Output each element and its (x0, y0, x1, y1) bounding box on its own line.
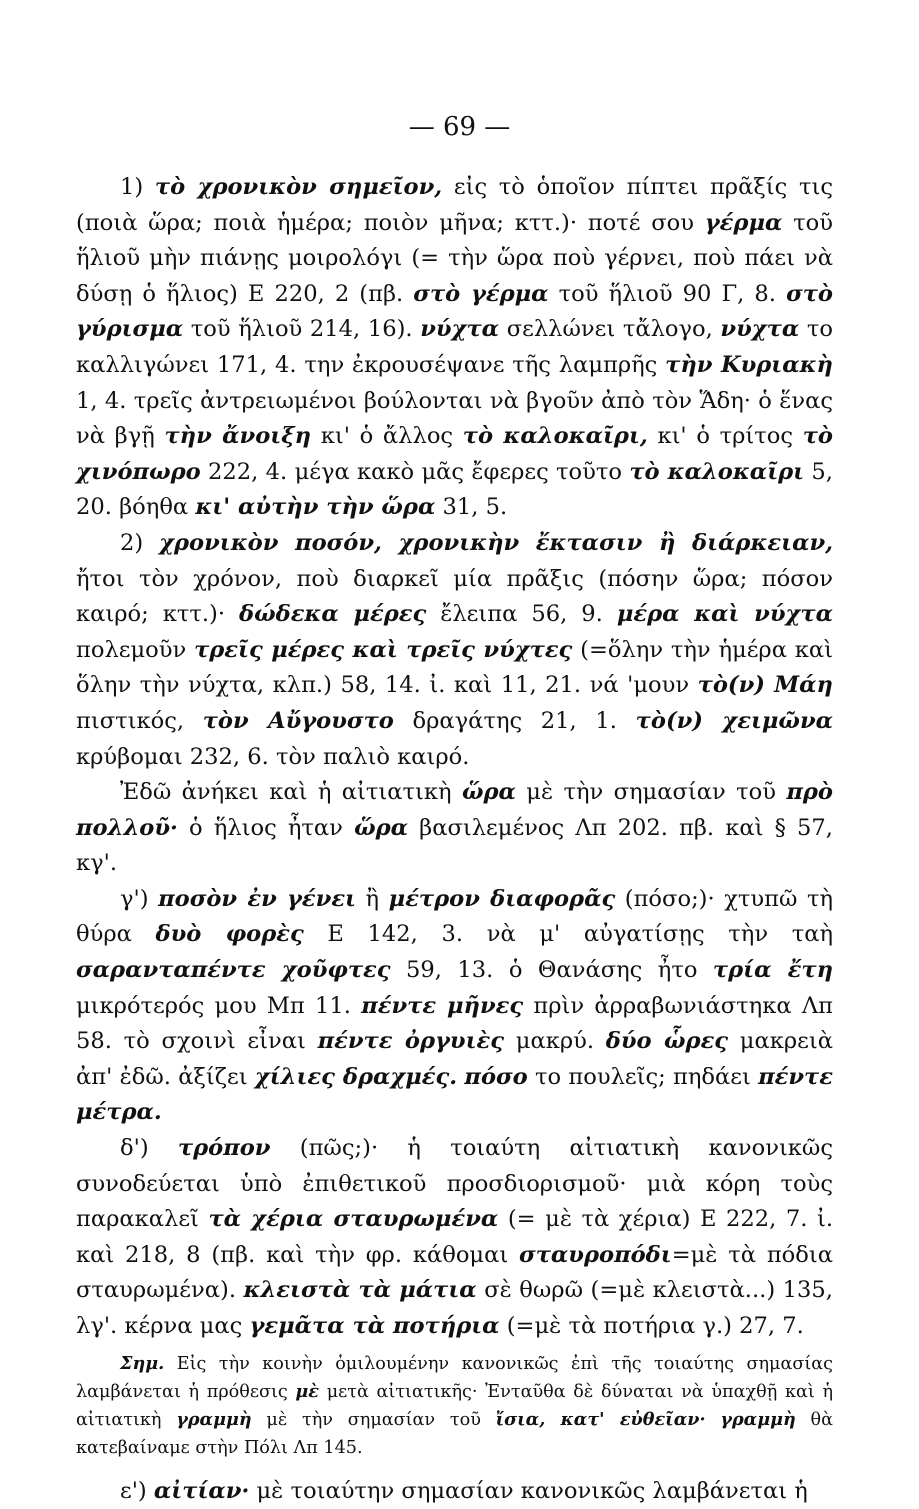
text-run: μακρειὰ ἀπ' ἐδῶ. ἀξίζει (76, 1028, 833, 1090)
text-run: σελλώνει τἄλογο, (499, 316, 721, 343)
emphasized-text: τὸ χινόπωρο (76, 423, 833, 485)
text-run: ὁ ἥλιος ἦταν (177, 814, 355, 841)
emphasized-text: τρία ἔτη (712, 957, 833, 984)
emphasized-text: γραμμὴ (176, 1408, 252, 1430)
emphasized-text: μέρα καὶ νύχτα (616, 601, 833, 628)
emphasized-text: γεμᾶτα τὰ ποτήρια (249, 1313, 500, 1339)
text-run: κι' ὁ ἄλλος (311, 423, 463, 450)
text-run: 59, 13. ὁ Θανάσης ἦτο (390, 957, 713, 984)
emphasized-text: πρὸ πολλοῦ· (76, 779, 833, 841)
text-run: Ε 142, 3. νὰ μ' αὐγατίσῃς τὴν ταὴ (303, 921, 833, 948)
emphasized-text: πέντε μῆνες (361, 992, 524, 1019)
text-run: (πόσο;)· χτυπῶ τὴ θύρα (76, 885, 834, 948)
emphasized-text: τρεῖς μέρες καὶ τρεῖς νύχτες (194, 636, 573, 663)
text-run: 1, 4. τρεῖς ἀντρειωμένοι βούλονται νὰ βγοῦν ἀπὸ τὸν Ἅδη· ὁ ἕνας νὰ βγῇ (76, 387, 833, 450)
emphasized-text: μὲ (295, 1380, 319, 1402)
emphasized-text: ποσὸν ἐν γένει (158, 885, 356, 912)
emphasized-text: νύχτα (720, 316, 800, 343)
text-run: (=μὲ τὰ ποτήρια γ.) 27, 7. (499, 1313, 804, 1339)
text-run: ε') (120, 1477, 154, 1504)
text-run: μακρύ. (504, 1028, 606, 1055)
text-run: δραγάτης 21, 1. (393, 707, 636, 734)
text-run: 1) (120, 174, 155, 200)
text-run: βασιλεμένος Λπ 202. πβ. καὶ § 57, κγ'. (76, 814, 833, 877)
text-run: ἢ (356, 885, 389, 912)
emphasized-text: πόσο (464, 1063, 528, 1090)
emphasized-text: στὸ γέρμα (413, 280, 549, 307)
text-run (706, 1410, 721, 1430)
emphasized-text: πέντε ὀργυιὲς (317, 1028, 505, 1055)
emphasized-text: σταυροπόδι (519, 1241, 672, 1268)
text-run: μικρότερός μου Μπ 11. (76, 992, 362, 1019)
emphasized-text: ὥρα (461, 779, 516, 806)
emphasized-text: νύχτα (420, 316, 500, 343)
text-run: πιστικός, (76, 707, 203, 734)
text-run: τοῦ ἥλιοῦ 90 Γ, 8. (548, 280, 787, 307)
emphasized-text: τὴν Κυριακὴ (665, 351, 833, 378)
emphasized-text: χίλιες δραχμές. (254, 1063, 458, 1090)
emphasized-text: τὸ(ν) Μάη (697, 672, 833, 699)
text-run: (= μὲ τὰ χέρια) Ε 222, 7. ἰ. καὶ 218, 8 (πβ. καὶ τὴν φρ. κάθομαι (76, 1206, 834, 1268)
text-run: το καλλιγώνει 171, 4. την ἐκρουσέψανε τῆς λαμπρῆς (76, 316, 833, 378)
text-run: γ') (120, 885, 159, 912)
emphasized-text: τὸ καλοκαῖρι, (462, 423, 648, 450)
paragraph (76, 1131, 833, 1345)
text-run: πολεμοῦν (76, 636, 195, 663)
text-run: ἤτοι τὸν χρόνον, ποὺ διαρκεῖ μία πρᾶξις (πόσην ὥρα; πόσον καιρό; κττ.)· (76, 565, 833, 628)
paragraph (76, 170, 833, 526)
emphasized-text: μέτρον διαφορᾶς (388, 885, 616, 912)
emphasized-text: τὴν ἄνοιξη (164, 423, 312, 450)
text-run: =μὲ τὰ πόδια σταυρωμένα). (76, 1241, 833, 1304)
emphasized-text: κλειστὰ τὰ μάτια (243, 1277, 477, 1304)
emphasized-text: σαρανταπέντε χοῦφτες (76, 957, 391, 984)
text-run: το πουλεῖς; πηδάει (527, 1063, 759, 1090)
emphasized-text: τὰ χέρια σταυρωμένα (208, 1206, 499, 1233)
text-run: (=ὅλην τὴν ἡμέρα καὶ ὅλην τὴν νύχτα, κλπ.) 58, 14. ἰ. καὶ 11, 21. νά 'μουν (76, 636, 834, 699)
emphasized-text: χρονικὸν ποσόν, χρονικὴν ἔκτασιν ἢ διάρκειαν, (159, 529, 833, 556)
emphasized-text: αἰτίαν· (153, 1477, 250, 1504)
paragraph (76, 775, 833, 882)
text-run: (πῶς;)· ἡ τοιαύτη αἰτιατικὴ κανονικῶς συνοδεύεται ὑπὸ ἐπιθετικοῦ προσδιορισμοῦ· μιὰ κόρη τοὺς παρακαλεῖ (76, 1135, 833, 1233)
page-number: — 69 — (408, 112, 511, 142)
emphasized-text: δύο ὧρες (605, 1028, 729, 1055)
text-run: μὲ τὴν σημασίαν τοῦ (251, 1409, 496, 1430)
text-run: Ἐδῶ ἀνήκει καὶ ἡ αἰτιατικὴ (120, 779, 462, 806)
emphasized-text: Σημ. (120, 1352, 165, 1374)
text-run: 31, 5. (435, 494, 508, 521)
emphasized-text: τὸ καλοκαῖρι (629, 458, 805, 485)
footnote (76, 1350, 833, 1462)
emphasized-text: στὸ γύρισμα (76, 280, 833, 343)
emphasized-text: γραμμὴ (720, 1408, 796, 1430)
text-run: κρύβομαι 232, 6. τὸν παλιὸ καιρό. (76, 743, 470, 770)
emphasized-text: τὸ(ν) χειμῶνα (635, 707, 834, 734)
emphasized-text: δώδεκα μέρες (239, 601, 427, 628)
emphasized-text: γέρμα (704, 209, 783, 236)
emphasized-text: ὥρα (354, 814, 408, 841)
text-run: κι' ὁ τρίτος (647, 423, 803, 450)
text-run: 5, 20. βόηθα (76, 458, 833, 521)
emphasized-text: πέντε μέτρα. (76, 1063, 833, 1126)
text-run: μὲ τοιαύτην σημασίαν κανονικῶς λαμβάνεται ἡ (249, 1477, 808, 1504)
text-run: εἰς τὸ ὁποῖον πίπτει πρᾶξίς τις (ποιὰ ὥρα; ποιὰ ἡμέρα; ποιὸν μῆνα; κττ.)· ποτέ σου (76, 174, 834, 236)
text-run: 222, 4. μέγα κακὸ μᾶς ἔφερες τοῦτο (200, 458, 630, 485)
emphasized-text: ἴσια, κατ' εὐθεῖαν· (495, 1408, 706, 1430)
text-run: δ') (120, 1135, 178, 1162)
body-text (76, 170, 833, 1509)
emphasized-text: κι' αὐτὴν τὴν ὥρα (195, 494, 436, 521)
text-run: Εἰς τὴν κοινὴν ὁμιλουμένην κανονικῶς ἐπὶ τῆς τοιαύτης σημασίας λαμβάνεται ἡ πρόθεσις (76, 1353, 833, 1402)
text-run: ἔλειπα 56, 9. (426, 601, 617, 628)
paragraph (76, 882, 833, 1131)
paragraph (76, 1474, 833, 1509)
paragraph (76, 526, 833, 775)
text-run: θὰ κατεβαίναμε στὴν Πόλι Λπ 145. (76, 1409, 833, 1458)
emphasized-text: τὸν Αὔγουστο (202, 707, 394, 734)
text-run: τοῦ ἥλιοῦ μὴν πιάνῃς μοιρολόγι (= τὴν ὥρα ποὺ γέρνει, ποὺ πάει νὰ δύσῃ ὁ ἥλιος) Ε 220, 2 (πβ. (76, 209, 833, 307)
text-run: μετὰ αἰτιατικῆς· Ἐνταῦθα δὲ δύναται νὰ ὑπαχθῇ καὶ ἡ αἰτιατικὴ (76, 1381, 833, 1430)
emphasized-text: τρόπον (177, 1135, 271, 1162)
emphasized-text: τὸ χρονικὸν σημεῖον, (154, 174, 443, 200)
text-run: 2) (120, 529, 160, 556)
text-run: τοῦ ἥλιοῦ 214, 16). (183, 316, 421, 343)
emphasized-text: δυὸ φορὲς (155, 921, 304, 948)
text-run: μὲ τὴν σημασίαν τοῦ (515, 779, 787, 806)
text-run: σὲ θωρῶ (=μὲ κλειστὰ...) 135, λγ'. κέρνα μας (76, 1277, 833, 1339)
text-run: πρὶν ἀρραβωνιάστηκα Λπ 58. τὸ σχοινὶ εἶναι (76, 992, 833, 1055)
